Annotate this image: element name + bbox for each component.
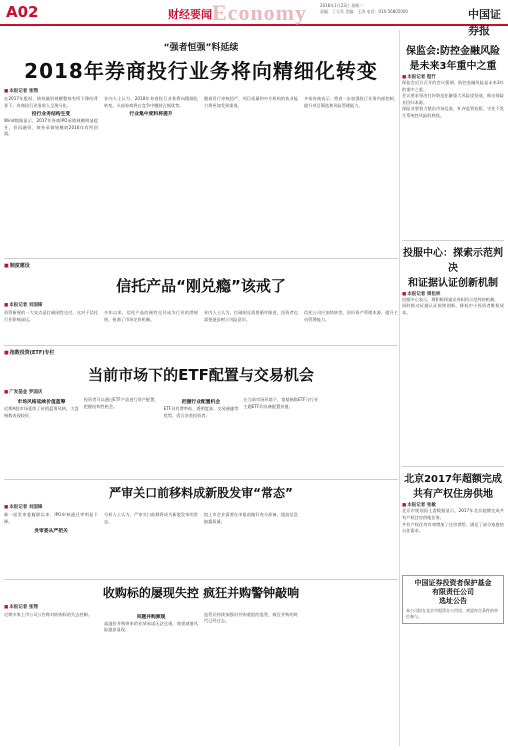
etf-paragraph: ETF具有费率低、透明度高、交易便捷等优势，适合各类投资者。 (163, 406, 239, 418)
bottom-subhead: 问题并购频现 (136, 614, 166, 620)
side-byline: ■ 本报记者 程竹 (402, 74, 504, 80)
lead-paragraph: 多家券商表示，将进一步加强投行业务内部控制，提升项目筛选和风险管理能力。 (304, 96, 398, 108)
bottom-paragraph: 近期多家上市公司公告称对收购标的失去控制。 (4, 611, 92, 617)
side-story-insurance (402, 42, 504, 120)
section-title: 财经要闻 (168, 8, 212, 21)
ipo-headline: 严审关口前移料成新股发审“常态” (109, 486, 293, 501)
section-divider (4, 579, 398, 580)
masthead (0, 0, 508, 37)
trust-paragraph: 多年以来，信托产品的刚性兑付成为行业的潜规则，扭曲了市场定价机制。 (104, 309, 198, 322)
trust-paragraph: 信托公司应加快转型，回归资产管理本源，提升主动管理能力。 (304, 309, 398, 322)
trust-byline: ■ 本报记者 刘国锋 (4, 302, 398, 308)
etf-headline: 当前市场下的ETF配置与交易机会 (88, 366, 314, 385)
side-paragraph: 同时推动证据认证规则创新，降低中小投资者维权成本。 (402, 303, 504, 315)
bottom-byline: ■ 本报记者 张翔 (4, 604, 398, 610)
lead-paragraph: 随着发行审核趋严，项目质量和中介机构的执业能力将更加受到重视。 (204, 96, 298, 108)
lead-byline: ■ 本报记者 张翔 (4, 88, 398, 94)
etf-paragraph: 投资者可以通过ETF产品进行资产配置，把握结构性机会。 (83, 397, 159, 409)
etf-subhead: 市场风格延续价值蓝筹 (17, 400, 66, 406)
side-column (402, 30, 504, 624)
lead-headline: 2018年券商投行业务将向精细化转变 (24, 59, 378, 83)
side-headline: 北京2017年超额完成 (404, 474, 502, 486)
section-divider (4, 479, 398, 480)
ad-title: 有限责任公司 (432, 587, 474, 596)
bottom-headline: 收购标的屡现失控 疯狂并购警钟敲响 (102, 585, 300, 600)
ipo-story (4, 484, 398, 534)
side-paragraph: 共有产权住房有效增加了住房供给，满足了部分家庭的自住需求。 (402, 521, 504, 534)
side-paragraph: 投服中心表示，将积极探索证券纠纷示范判决机制。 (402, 296, 499, 302)
side-headline: 和证据认证创新机制 (408, 277, 498, 289)
side-byline: ■ 本报记者 周松林 (402, 291, 504, 297)
side-headline: 投服中心：探索示范判决 (403, 247, 503, 274)
section-divider (4, 258, 398, 259)
bottom-paragraph: 高溢价并购带来的业绩承诺无法兑现，商誉减值风险逐步显现。 (104, 620, 198, 633)
trust-body (4, 310, 398, 323)
etf-subhead: 把握行业配置机会 (181, 400, 221, 406)
side-advertisement (402, 575, 504, 624)
side-paragraph: 会议要求坚决打好防范化解重大风险攻坚战，推动保险业回归本源。 (402, 93, 504, 105)
newspaper-logo: 中国证券报 (468, 8, 501, 37)
side-headline: 保监会:防控金融风险 (406, 46, 500, 57)
trust-paragraph: 业内人士认为，打破刚兑需要循序渐进，投资者也需要逐步树立风险意识。 (204, 309, 298, 322)
lead-paragraph: 业内人士认为，2018年券商投行业务将向精细化转变，头部券商将在竞争中继续占据优势。 (104, 96, 198, 108)
side-story-investor (402, 244, 504, 317)
lead-subhead: 行业集中度料将提升 (129, 112, 173, 118)
masthead-date: 2018年1月23日 星期二 (320, 3, 364, 8)
etf-tag: ■ 指数投资(ETF)专栏 (4, 349, 398, 356)
lead-body (4, 96, 398, 138)
side-paragraph: 保险业要着力整治市场乱象，补齐监管短板，守住不发生系统性风险的底线。 (402, 106, 504, 118)
ad-title: 选址公告 (439, 596, 467, 605)
trust-tag: ■ 制度建设 (4, 262, 398, 269)
side-paragraph: 保监会近日召开的会议强调，防控金融风险是未来3年的重中之重。 (402, 80, 504, 92)
masthead-editor: 责编：丁大军 美编：王涛 电话：010-56805000 (320, 9, 408, 14)
trust-headline: 信托产品“刚兑瘾”该戒了 (116, 276, 286, 295)
lead-subhead: 投行业务结构生变 (31, 112, 71, 118)
bottom-story (4, 584, 398, 634)
ipo-paragraph: 分析人士认为，严审关口前移将成为新股发审的常态。 (104, 512, 198, 524)
side-headline: 共有产权住房供地 (413, 489, 493, 501)
ipo-paragraph: 拟上市企业需要在申报前做好充分准备，提高信息披露质量。 (204, 512, 298, 524)
ad-text: 本公司拟在北京市租赁办公用房，欢迎符合条件的单位参与。 (406, 607, 498, 619)
trust-paragraph: 资管新规的一大亮点是打破刚性兑付，这对于信托行业影响深远。 (4, 309, 98, 322)
ad-title: 中国证券投资者保护基金 (414, 578, 492, 587)
side-paragraph: 北京市规划国土委数据显示，2017年北京超额完成共有产权住房供地任务。 (402, 508, 504, 520)
bottom-paragraph: 监管层持续加强对并购重组的监管，疯狂并购的时代已经过去。 (204, 611, 298, 624)
lead-paragraph: 在2017年股权、债券融资规模整体有所下降的背景下，券商投行业务收入呈现分化。 (4, 96, 98, 108)
ipo-body (4, 512, 398, 534)
etf-story (4, 349, 398, 419)
side-byline: ■ 本报记者 张敏 (402, 502, 504, 508)
section-divider (402, 240, 504, 241)
ipo-subhead: 发审委从严把关 (34, 528, 68, 534)
ipo-paragraph: 新一届发审委履职以来，IPO审核通过率明显下降。 (4, 512, 98, 524)
main-column (4, 30, 398, 634)
page-number: A02 (6, 3, 39, 21)
lead-story (4, 40, 398, 138)
section-divider (4, 345, 398, 346)
section-divider (402, 466, 504, 467)
bottom-body (4, 612, 398, 634)
side-headline: 是未来3年重中之重 (409, 61, 497, 72)
masthead-meta (320, 3, 470, 15)
etf-body (4, 397, 398, 419)
lead-paragraph: Wind数据显示，2017年券商IPO承销规模明显提升，但再融资、债券承销规模较2016年有所回落。 (4, 118, 98, 137)
etf-byline: ■ 广发基金 罗国庆 (4, 389, 398, 395)
ipo-byline: ■ 本报记者 刘国锋 (4, 504, 398, 510)
column-divider (399, 30, 400, 746)
side-story-housing (402, 470, 504, 534)
section-title-en: Economy (212, 0, 307, 25)
etf-paragraph: 近期A股市场延续了价值蓝筹风格，大盘指数表现较好。 (4, 406, 79, 418)
etf-paragraph: 在当前市场环境下，宽基指数ETF与行业主题ETF均具备配置价值。 (243, 397, 319, 409)
trust-story (4, 262, 398, 323)
lead-kicker: “强者恒强”料延续 (163, 43, 239, 53)
